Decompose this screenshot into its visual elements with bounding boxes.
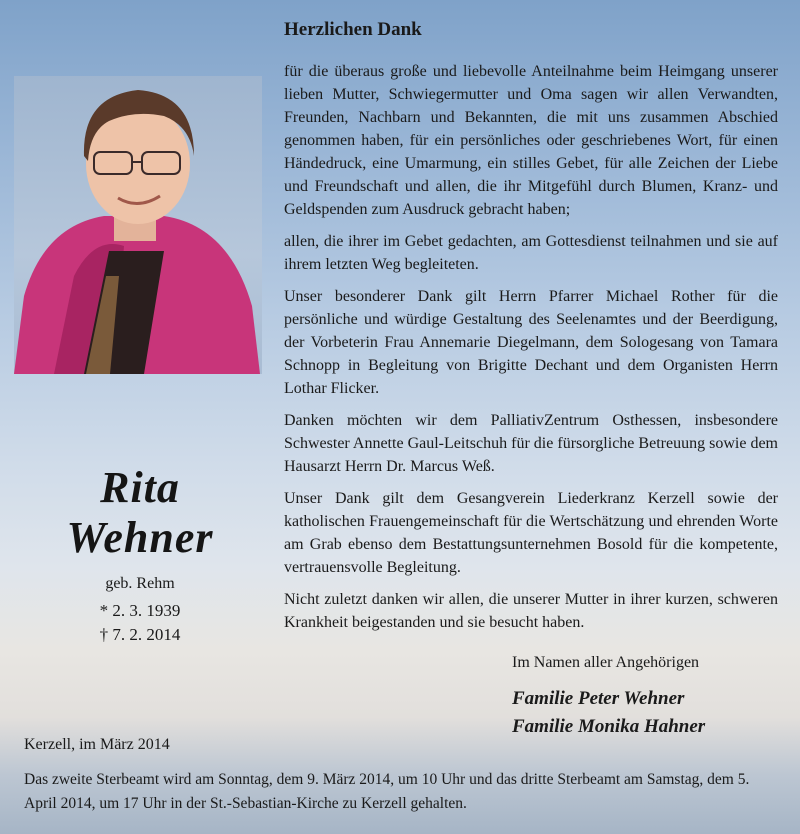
- deceased-last-name: Wehner: [66, 513, 214, 562]
- portrait-photo: [14, 76, 262, 374]
- birth-date: * 2. 3. 1939: [99, 601, 181, 620]
- deceased-first-name: Rita: [100, 463, 180, 512]
- portrait-illustration: [14, 76, 262, 374]
- footer-announcement: Das zweite Sterbeamt wird am Sonntag, dem 9. März 2014, um 10 Uhr und das dritte Sterbeamt am Samstag, dem 5. April 2014, um 17 Uhr in der St.-Sebastian-Kirche zu Kerzell gehalten.: [24, 771, 750, 812]
- paragraph: allen, die ihrer im Gebet gedachten, am Gottesdienst teilnahmen und sie auf ihrem letzten Weg begleiteten.: [284, 233, 778, 273]
- paragraph: für die überaus große und liebevolle Anteilnahme beim Heimgang unserer lieben Mutter, Schwiegermutter und Oma sagen wir allen Verwandten, Freunden, Nachbarn und Bekannten, die mit uns zusammen Abschied genommen haben, für ein persönliches oder geschriebenes Wort, für einen Händedruck, eine Umarmung, ein stilles Gebet, für alle Zeichen der Liebe und Freundschaft und allen, die ihr Mitgefühl durch Blumen, Kranz- und Geldspenden zum Ausdruck gebracht haben;: [284, 63, 778, 218]
- paragraph: Unser Dank gilt dem Gesangverein Liederkranz Kerzell sowie der katholischen Frauengemeinschaft für die Wertschätzung und ehrenden Worte am Grab ebenso dem Bestattungsunternehmen Bosold für die kompetente, vertrauensvolle Begleitung.: [284, 490, 778, 576]
- notice-body: [284, 60, 778, 643]
- place-date: Kerzell, im März 2014: [24, 736, 170, 753]
- paragraph: Unser besonderer Dank gilt Herrn Pfarrer Michael Rother für die persönliche und würdige Gestaltung des Seelenamtes und der Beerdigung, der Vorbeterin Frau Annemarie Diegelmann, dem Sologesang von Tamara Schnopp in Begleitung von Brigitte Dechant und dem Organisten Herrn Lothar Flicker.: [284, 288, 778, 397]
- paragraph: Danken möchten wir dem PalliativZentrum Osthessen, insbesondere Schwester Annette Gaul-Leitschuh für die fürsorgliche Betreuung sowie dem Hausarzt Herrn Dr. Marcus Weß.: [284, 412, 778, 475]
- closing-line: Im Namen aller Angehörigen: [512, 654, 700, 671]
- notice-heading: Herzlichen Dank: [284, 19, 422, 40]
- death-date: † 7. 2. 2014: [99, 625, 181, 644]
- paragraph: Nicht zuletzt danken wir allen, die unserer Mutter in ihrer kurzen, schweren Krankheit beigestanden und sie besucht haben.: [284, 591, 778, 631]
- family-signature-1: Familie Peter Wehner: [512, 688, 685, 709]
- family-signature-2: Familie Monika Hahner: [512, 716, 706, 737]
- maiden-name: geb. Rehm: [105, 575, 175, 592]
